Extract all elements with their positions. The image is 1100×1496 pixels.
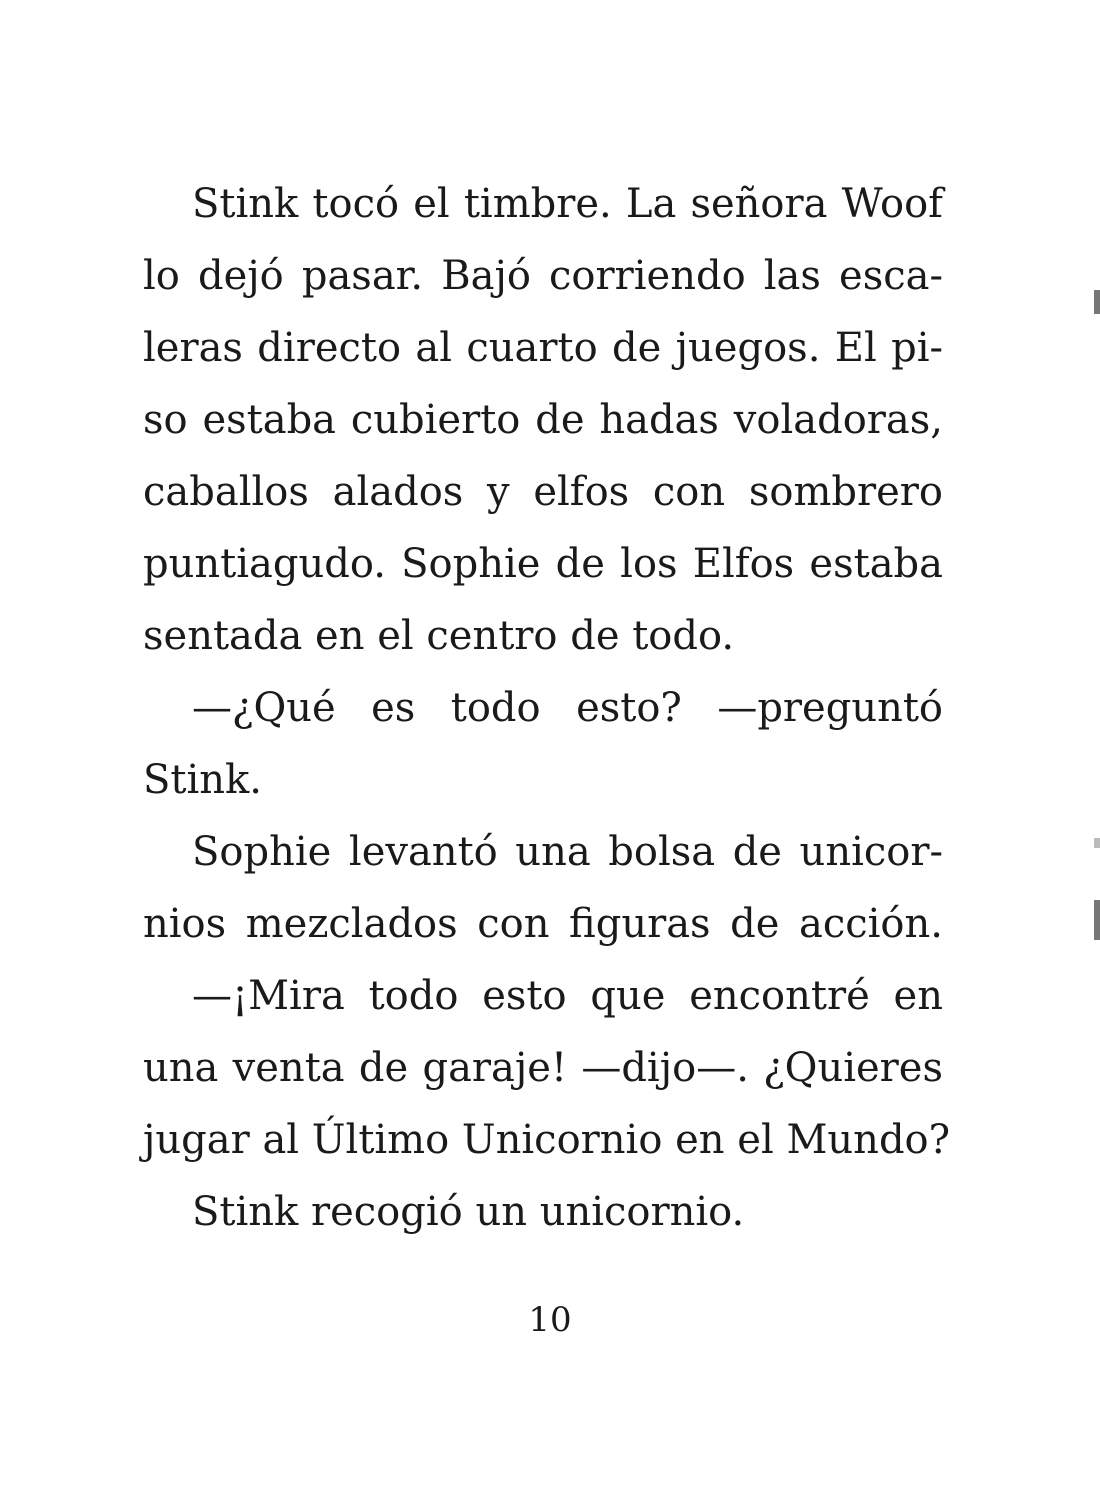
text-line: Stink tocó el timbre. La señora Woof bbox=[192, 181, 943, 227]
text-line: so estaba cubierto de hadas voladoras, bbox=[143, 397, 943, 443]
page-edge-mark bbox=[1094, 290, 1100, 314]
text-line: puntiagudo. Sophie de los Elfos estaba bbox=[143, 541, 943, 587]
text-line: —¡Mira todo esto que encontré en bbox=[192, 973, 943, 1019]
text-line: jugar al Último Unicornio en el Mundo? bbox=[143, 1117, 951, 1163]
text-line: —¿Qué es todo esto? —preguntó bbox=[192, 685, 943, 731]
page-number: 10 bbox=[528, 1300, 572, 1340]
text-line: nios mezclados con figuras de acción. bbox=[143, 901, 943, 947]
text-line: Sophie levantó una bolsa de unicor- bbox=[192, 829, 943, 875]
text-line: leras directo al cuarto de juegos. El pi- bbox=[143, 325, 943, 371]
text-line: caballos alados y elfos con sombrero bbox=[143, 469, 943, 515]
page-edge-mark bbox=[1094, 838, 1100, 848]
text-line: Stink recogió un unicornio. bbox=[192, 1189, 745, 1235]
text-line: Stink. bbox=[143, 757, 262, 803]
text-line: una venta de garaje! —dijo—. ¿Quieres bbox=[143, 1045, 943, 1091]
text-line: sentada en el centro de todo. bbox=[143, 613, 735, 659]
text-line: lo dejó pasar. Bajó corriendo las esca- bbox=[143, 253, 943, 299]
page-edge-mark bbox=[1094, 900, 1100, 940]
